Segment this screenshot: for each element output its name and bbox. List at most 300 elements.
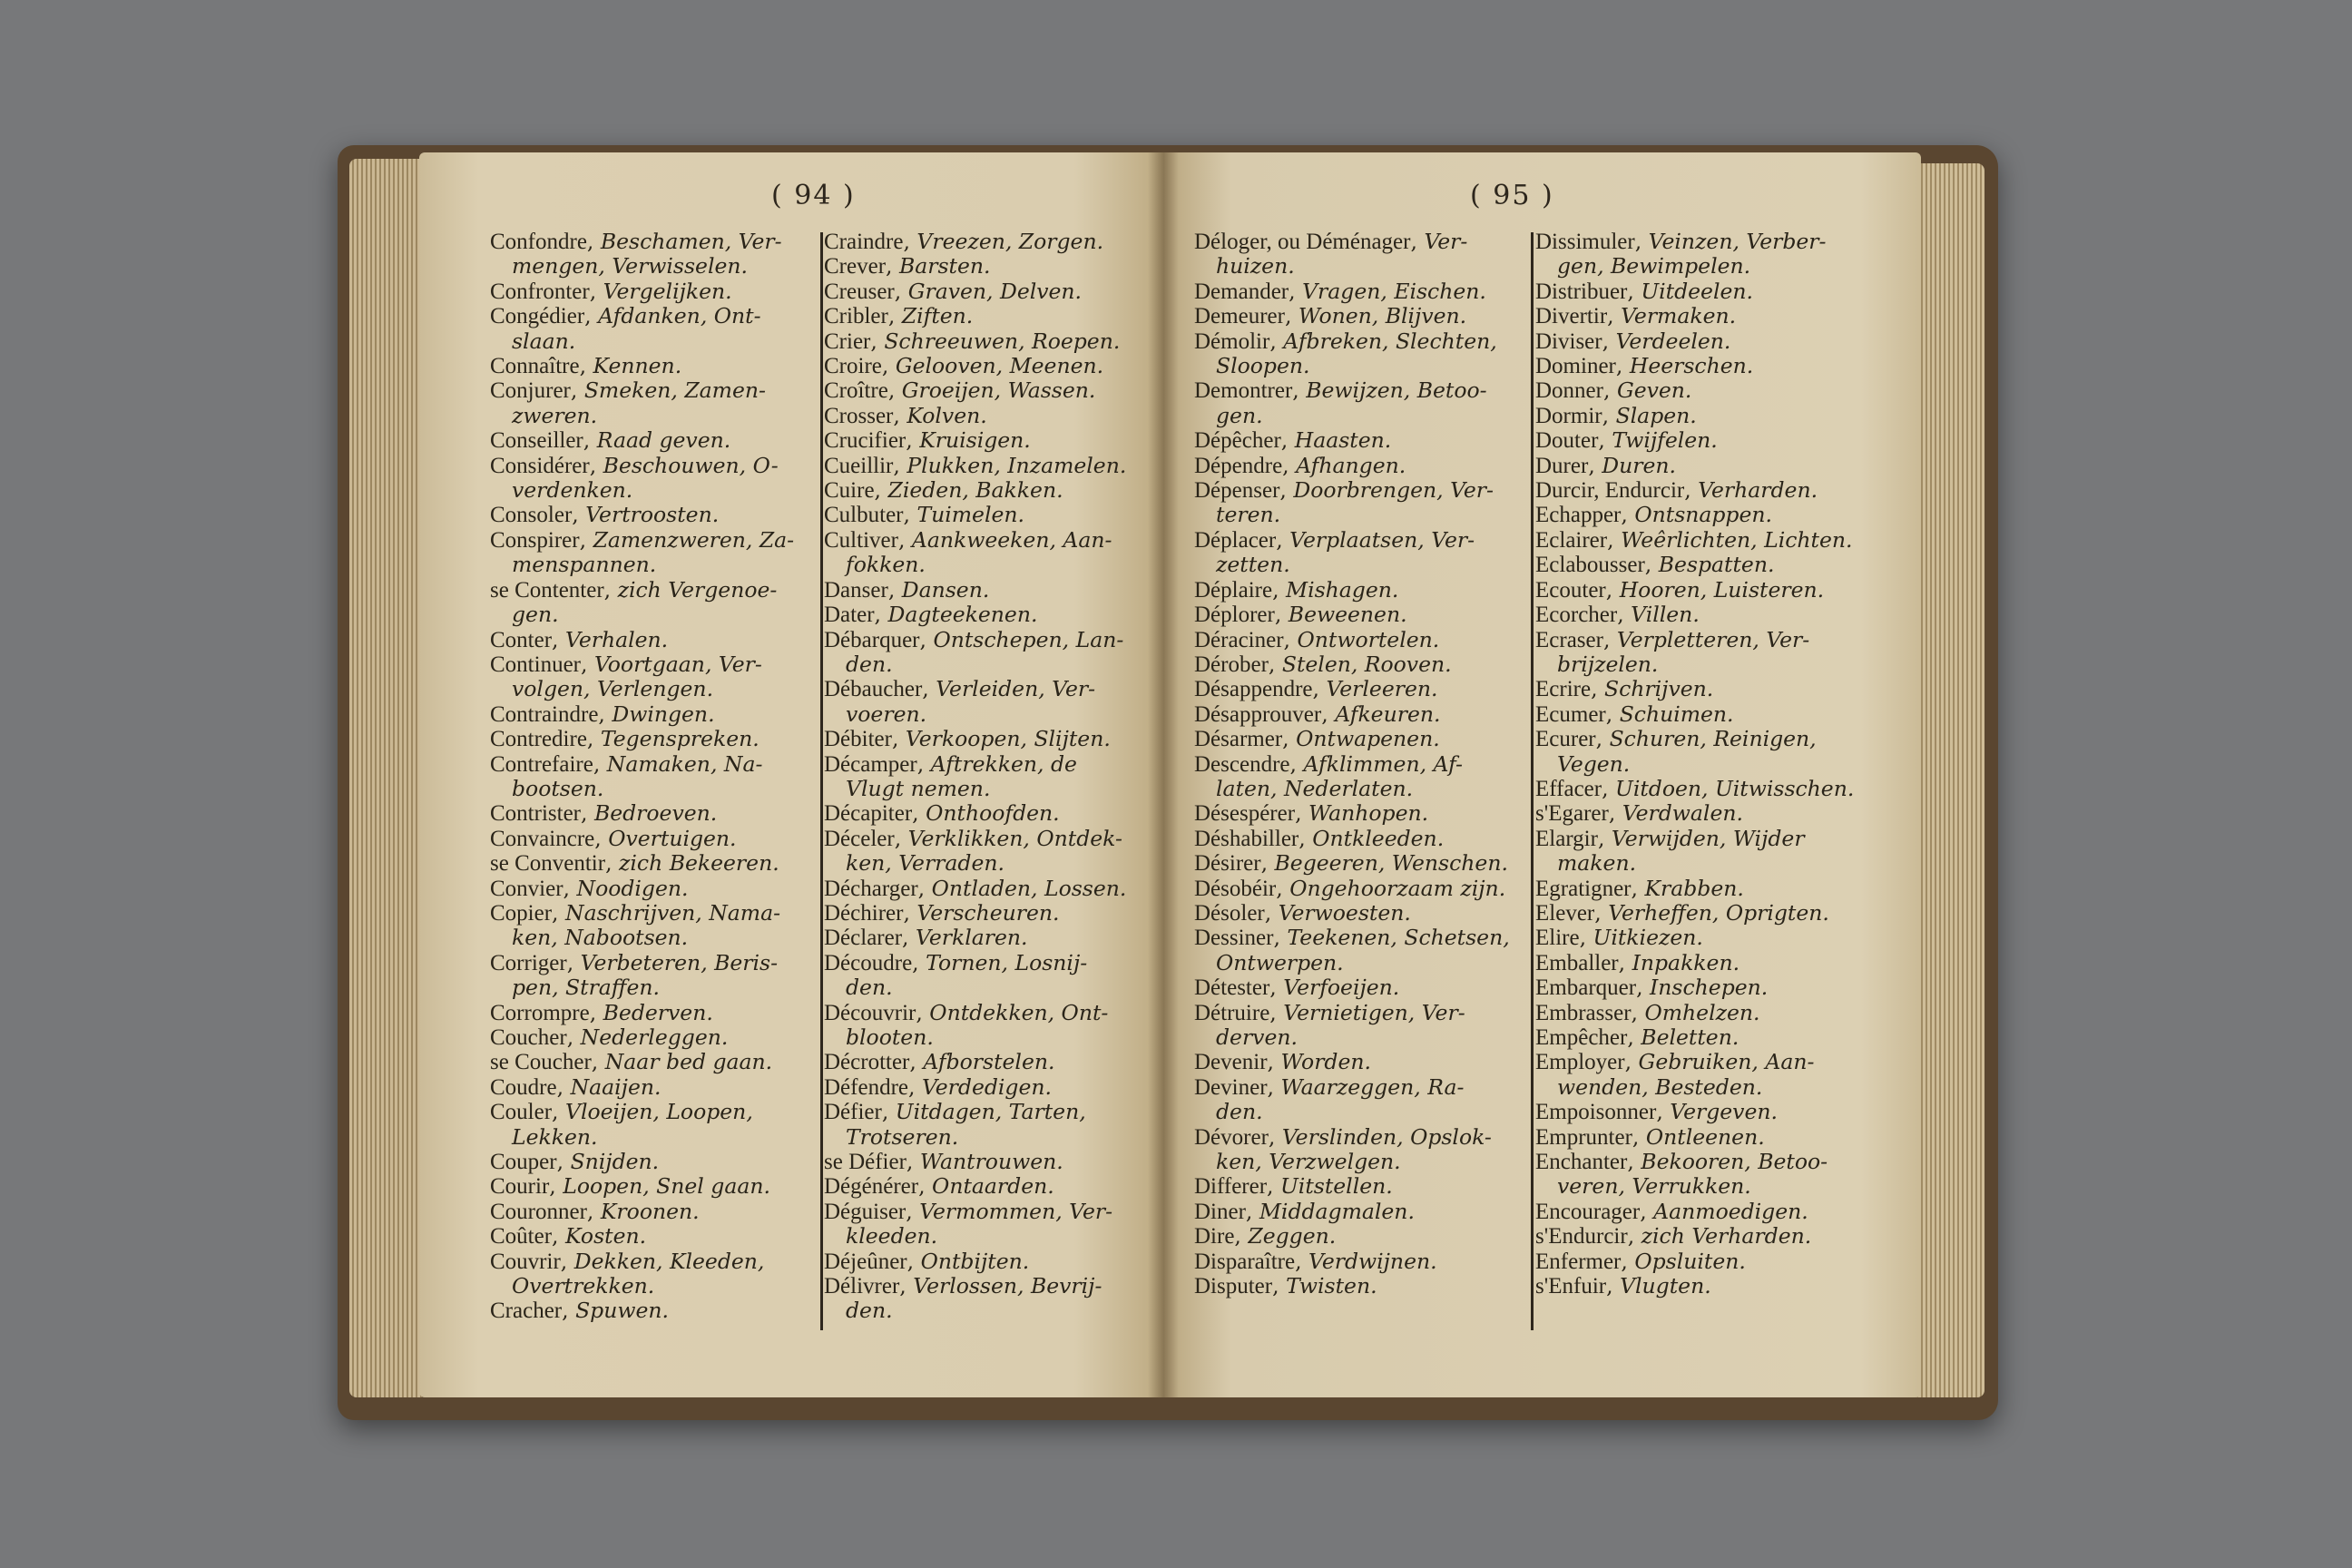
dutch-translation: Afbreken, Slechten,: [1283, 328, 1497, 354]
dictionary-entry: s'Egarer, Verdwalen.: [1535, 800, 1743, 827]
dutch-translation: Beweenen.: [1288, 602, 1407, 628]
dictionary-entry: Ecouter, Hooren, Luisteren.: [1535, 576, 1825, 603]
french-headword: Crier: [824, 328, 871, 354]
dutch-translation: den.: [846, 1298, 893, 1324]
french-headword: Désappendre: [1194, 677, 1313, 702]
dutch-translation: Aftrekken, de: [930, 750, 1077, 777]
dutch-translation: verdenken.: [512, 477, 633, 504]
french-headword: Croître: [824, 378, 888, 404]
dictionary-entry: [1535, 254, 1854, 279]
french-headword: Elargir: [1535, 826, 1598, 851]
column-divider-right: [1531, 232, 1534, 1330]
dutch-translation: Tegenspreken.: [600, 726, 760, 752]
french-headword: Couronner: [490, 1199, 587, 1224]
dutch-translation: Verwoesten.: [1278, 899, 1411, 926]
dutch-translation: Ontwapenen.: [1296, 726, 1440, 752]
dictionary-entry: Elargir, Verwijden, Wijder: [1535, 825, 1805, 851]
dutch-translation: Spuwen.: [575, 1298, 669, 1324]
french-headword: Coudre: [490, 1074, 557, 1100]
french-headword: Copier: [490, 900, 553, 926]
french-headword: Empêcher: [1535, 1025, 1628, 1050]
french-headword: Couvrir: [490, 1249, 561, 1274]
dictionary-entry: [1194, 1150, 1510, 1174]
dutch-translation: Bekooren, Betoo-: [1641, 1149, 1828, 1175]
dutch-translation: Afhangen.: [1296, 452, 1406, 478]
dictionary-entry: [490, 404, 794, 428]
dictionary-entry: se Défier, Wantrouwen.: [824, 1149, 1063, 1175]
french-headword: Cultiver: [824, 527, 898, 553]
dictionary-entry: Congédier, Afdanken, Ont-: [490, 303, 761, 329]
dictionary-entry: [824, 1224, 1126, 1249]
dictionary-entry: se Coucher, Naar bed gaan.: [490, 1049, 773, 1075]
dutch-translation: Twisten.: [1286, 1273, 1377, 1299]
dictionary-entry: Déplacer, Verplaatsen, Ver-: [1194, 526, 1475, 553]
french-headword: Dessiner: [1194, 926, 1274, 951]
dutch-translation: zetten.: [1216, 552, 1290, 578]
dutch-translation: Afklimmen, Af-: [1303, 750, 1463, 777]
french-headword: Ecouter: [1535, 577, 1606, 603]
dutch-translation: Loopen, Snel gaan.: [563, 1173, 770, 1200]
french-headword: Dépêcher: [1194, 428, 1281, 454]
dutch-translation: mengen, Verwisselen.: [512, 253, 748, 279]
dictionary-entry: Diviser, Verdeelen.: [1535, 328, 1731, 354]
dutch-translation: Nederleggen.: [580, 1024, 729, 1050]
french-headword: Désirer: [1194, 851, 1261, 877]
dutch-translation: Hooren, Luisteren.: [1619, 576, 1825, 603]
dutch-translation: Dansen.: [901, 576, 990, 603]
dutch-translation: Vernietigen, Ver-: [1283, 999, 1465, 1025]
french-headword: Enfermer: [1535, 1249, 1622, 1274]
dictionary-entry: Crier, Schreeuwen, Roepen.: [824, 328, 1121, 354]
french-headword: Convaincre: [490, 826, 595, 851]
french-headword: Déchirer: [824, 900, 904, 926]
dictionary-entry: Embrasser, Omhelzen.: [1535, 999, 1760, 1025]
dictionary-entry: [824, 777, 1126, 801]
french-headword: se Coucher: [490, 1050, 592, 1075]
french-headword: s'Enfuir: [1535, 1274, 1607, 1299]
dutch-translation: den.: [846, 651, 893, 677]
french-headword: Dire: [1194, 1224, 1235, 1250]
dutch-translation: maken.: [1557, 850, 1637, 877]
dutch-translation: derven.: [1216, 1024, 1298, 1050]
dutch-translation: Overtuigen.: [608, 825, 737, 851]
dictionary-entry: Cribler, Ziften.: [824, 303, 974, 329]
dictionary-entry: Déguiser, Vermommen, Ver-: [824, 1198, 1113, 1224]
french-headword: s'Endurcir: [1535, 1224, 1628, 1250]
dutch-translation: Twijfelen.: [1612, 427, 1718, 454]
dutch-translation: Naaijen.: [570, 1073, 662, 1100]
dutch-translation: Ontladen, Lossen.: [931, 875, 1127, 901]
page-number-left: ( 94 ): [771, 180, 856, 211]
dictionary-entry: [1535, 652, 1854, 677]
dutch-translation: ken, Verraden.: [846, 850, 1004, 877]
french-headword: Déloger, ou Déménager: [1194, 230, 1411, 254]
french-headword: se Conventir: [490, 851, 606, 877]
dictionary-entry: Désespérer, Wanhopen.: [1194, 800, 1429, 827]
french-headword: Craindre: [824, 230, 904, 254]
dictionary-entry: s'Endurcir, zich Verharden.: [1535, 1223, 1812, 1250]
french-headword: Dormir: [1535, 403, 1602, 428]
dictionary-entry: Déceler, Verklikken, Ontdek-: [824, 825, 1122, 851]
dictionary-entry: Défier, Uitdagen, Tarten,: [824, 1099, 1086, 1125]
dictionary-entry: Courir, Loopen, Snel gaan.: [490, 1173, 770, 1200]
dictionary-entry: [490, 254, 794, 279]
dictionary-entry: Désapprouver, Afkeuren.: [1194, 701, 1441, 727]
dutch-translation: Verleiden, Ver-: [936, 676, 1096, 702]
dutch-translation: Ontdekken, Ont-: [929, 999, 1109, 1025]
french-headword: Corrompre: [490, 1000, 590, 1025]
dutch-translation: Schuimen.: [1619, 701, 1734, 727]
french-headword: Egratigner: [1535, 876, 1632, 901]
french-headword: Conspirer: [490, 527, 580, 553]
dictionary-entry: Enchanter, Bekooren, Betoo-: [1535, 1149, 1828, 1175]
dutch-translation: Verkoopen, Slijten.: [905, 726, 1111, 752]
french-headword: Coucher: [490, 1025, 567, 1050]
dutch-translation: Uitdeelen.: [1641, 278, 1753, 304]
dictionary-entry: [1194, 1025, 1510, 1050]
french-headword: Ecrire: [1535, 677, 1592, 702]
dutch-translation: Bedroeven.: [593, 800, 718, 827]
dutch-translation: fokken.: [846, 552, 926, 578]
dictionary-entry: Détruire, Vernietigen, Ver-: [1194, 999, 1465, 1025]
dictionary-entry: [1535, 752, 1854, 777]
dutch-translation: zich Bekeeren.: [619, 850, 779, 877]
dictionary-entry: Ecraser, Verpletteren, Ver-: [1535, 626, 1810, 652]
french-headword: Ecraser: [1535, 627, 1603, 652]
dictionary-entry: Dissimuler, Veinzen, Verber-: [1535, 229, 1827, 254]
dutch-translation: Gebruiken, Aan-: [1638, 1049, 1815, 1075]
dictionary-entry: [490, 926, 794, 950]
dictionary-entry: Considérer, Beschouwen, O-: [490, 452, 779, 478]
dictionary-entry: Disputer, Twisten.: [1194, 1273, 1377, 1299]
french-headword: Déshabiller: [1194, 826, 1299, 851]
french-headword: Convier: [490, 876, 564, 901]
french-headword: Déplaire: [1194, 577, 1273, 603]
dictionary-entry: Déplaire, Mishagen.: [1194, 576, 1399, 603]
dictionary-entry: [1194, 404, 1510, 428]
french-headword: Découvrir: [824, 1000, 916, 1025]
french-headword: Désarmer: [1194, 727, 1283, 752]
dictionary-entry: Dégénérer, Ontaarden.: [824, 1173, 1054, 1200]
dutch-translation: Ontwerpen.: [1216, 949, 1344, 975]
dutch-translation: Schreeuwen, Roepen.: [884, 328, 1121, 354]
dictionary-entry: Encourager, Aanmoedigen.: [1535, 1198, 1808, 1224]
french-headword: se Contenter: [490, 577, 604, 603]
french-headword: Dominer: [1535, 354, 1616, 379]
french-headword: Enchanter: [1535, 1150, 1628, 1175]
french-headword: Eclairer: [1535, 527, 1608, 553]
dictionary-entry: Ecumer, Schuimen.: [1535, 701, 1734, 727]
french-headword: Couper: [490, 1150, 557, 1175]
dutch-translation: menspannen.: [512, 552, 657, 578]
dutch-translation: Wantrouwen.: [919, 1149, 1063, 1175]
dutch-translation: Verdwijnen.: [1308, 1248, 1437, 1274]
dictionary-entry: Emballer, Inpakken.: [1535, 949, 1740, 975]
dictionary-entry: [824, 652, 1126, 677]
dictionary-entry: Conspirer, Zamenzweren, Za-: [490, 526, 795, 553]
dutch-translation: Overtrekken.: [512, 1273, 655, 1299]
dutch-translation: ken, Nabootsen.: [512, 925, 689, 951]
dictionary-entry: Employer, Gebruiken, Aan-: [1535, 1049, 1815, 1075]
dictionary-entry: Eclairer, Weêrlichten, Lichten.: [1535, 526, 1853, 553]
dutch-translation: Opsluiten.: [1634, 1248, 1746, 1274]
french-headword: Connaître: [490, 354, 580, 379]
dictionary-entry: Deviner, Waarzeggen, Ra-: [1194, 1073, 1465, 1100]
dictionary-entry: Décrotter, Afborstelen.: [824, 1049, 1055, 1075]
dictionary-entry: Dépêcher, Haasten.: [1194, 427, 1392, 454]
dutch-translation: Stelen, Rooven.: [1281, 651, 1452, 677]
dutch-translation: Ongehoorzaam zijn.: [1289, 875, 1506, 901]
dictionary-entry: Convaincre, Overtuigen.: [490, 825, 737, 851]
dictionary-entry: Donner, Geven.: [1535, 377, 1692, 404]
dutch-translation: Ontaarden.: [932, 1173, 1054, 1200]
french-headword: Dévorer: [1194, 1124, 1269, 1150]
dictionary-entry: se Contenter, zich Vergenoe-: [490, 576, 778, 603]
dutch-translation: Haasten.: [1294, 427, 1392, 454]
french-headword: Croire: [824, 354, 882, 379]
dutch-translation: Wanhopen.: [1308, 800, 1429, 827]
dutch-translation: Beschouwen, O-: [603, 452, 779, 478]
french-headword: Confronter: [490, 279, 590, 304]
dictionary-entry: Echapper, Ontsnappen.: [1535, 502, 1772, 528]
left-page-edges: [349, 159, 422, 1397]
dictionary-entry: Dessiner, Teekenen, Schetsen,: [1194, 925, 1510, 951]
dutch-translation: Verdedigen.: [921, 1073, 1052, 1100]
dutch-translation: Ziften.: [901, 303, 974, 329]
dictionary-entry: Cueillir, Plukken, Inzamelen.: [824, 452, 1127, 478]
dictionary-entry: Contrister, Bedroeven.: [490, 800, 718, 827]
french-headword: Crosser: [824, 403, 894, 428]
dictionary-entry: Déclarer, Verklaren.: [824, 925, 1028, 951]
french-headword: Creuser: [824, 279, 895, 304]
dictionary-entry: Découvrir, Ontdekken, Ont-: [824, 999, 1109, 1025]
dutch-translation: Lekken.: [512, 1123, 598, 1150]
dutch-translation: Verbeteren, Beris-: [580, 949, 779, 975]
dictionary-entry: Confronter, Vergelijken.: [490, 278, 732, 304]
dutch-translation: kleeden.: [846, 1223, 938, 1250]
dutch-translation: Smeken, Zamen-: [583, 377, 766, 404]
french-headword: Détester: [1194, 975, 1270, 1001]
french-headword: Demontrer: [1194, 378, 1293, 404]
dictionary-entry: Distribuer, Uitdeelen.: [1535, 278, 1753, 304]
left-page: [419, 152, 1163, 1397]
dutch-translation: Verlossen, Bevrij-: [913, 1273, 1102, 1299]
dictionary-entry: [1194, 254, 1510, 279]
dutch-translation: Waarzeggen, Ra-: [1280, 1073, 1465, 1100]
french-headword: Dater: [824, 603, 875, 628]
dictionary-entry: Conseiller, Raad geven.: [490, 427, 731, 454]
french-headword: Ecumer: [1535, 701, 1606, 727]
dutch-translation: Vermaken.: [1621, 303, 1737, 329]
french-headword: Désoler: [1194, 900, 1265, 926]
dictionary-entry: Creuser, Graven, Delven.: [824, 278, 1083, 304]
dutch-translation: Bewijzen, Betoo-: [1306, 377, 1487, 404]
french-headword: Ecurer: [1535, 727, 1596, 752]
dutch-translation: Ontkleeden.: [1312, 825, 1445, 851]
right-page: [1163, 152, 1921, 1397]
dictionary-entry: Décamper, Aftrekken, de: [824, 750, 1077, 777]
french-headword: Contredire: [490, 727, 587, 752]
dictionary-entry: Durcir, Endurcir, Verharden.: [1535, 477, 1818, 504]
french-headword: Cribler: [824, 304, 888, 329]
french-headword: Disputer: [1194, 1274, 1273, 1299]
dictionary-entry: [824, 1025, 1126, 1050]
dutch-translation: Verharden.: [1698, 477, 1818, 504]
dutch-translation: Schrijven.: [1604, 676, 1714, 702]
dictionary-entry: Connaître, Kennen.: [490, 353, 682, 379]
dictionary-entry: Cuire, Zieden, Bakken.: [824, 477, 1063, 504]
dutch-translation: Teekenen, Schetsen,: [1287, 925, 1510, 951]
dutch-translation: Schuren, Reinigen,: [1609, 726, 1817, 752]
french-headword: Déplacer: [1194, 527, 1277, 553]
french-headword: Diner: [1194, 1199, 1246, 1224]
dutch-translation: Graven, Delven.: [907, 278, 1083, 304]
dictionary-entry: Débarquer, Ontschepen, Lan-: [824, 626, 1124, 652]
dictionary-entry: [1194, 777, 1510, 801]
dictionary-entry: Enfermer, Opsluiten.: [1535, 1248, 1746, 1274]
french-headword: Cuire: [824, 478, 875, 504]
dutch-translation: Vergelijken.: [603, 278, 732, 304]
dictionary-entry: Couler, Vloeijen, Loopen,: [490, 1099, 753, 1125]
french-headword: Débaucher: [824, 677, 923, 702]
french-headword: Durer: [1535, 453, 1589, 478]
dutch-translation: bootsen.: [512, 775, 604, 801]
dutch-translation: Dagteekenen.: [887, 602, 1038, 628]
french-headword: Courir: [490, 1174, 550, 1200]
dutch-translation: Gelooven, Meenen.: [895, 353, 1104, 379]
dictionary-entry: [490, 329, 794, 354]
french-headword: se Défier: [824, 1150, 906, 1175]
dutch-translation: Begeeren, Wenschen.: [1274, 850, 1508, 877]
dictionary-entry: Crever, Barsten.: [824, 253, 991, 279]
dictionary-entry: Crosser, Kolven.: [824, 402, 987, 428]
dutch-translation: teren.: [1216, 502, 1281, 528]
dutch-translation: Vegen.: [1557, 750, 1631, 777]
dutch-translation: Beschamen, Ver-: [600, 229, 782, 254]
dictionary-entry: Elire, Uitkiezen.: [1535, 925, 1703, 951]
dictionary-entry: Débaucher, Verleiden, Ver-: [824, 676, 1096, 702]
dictionary-entry: Divertir, Vermaken.: [1535, 303, 1737, 329]
dictionary-entry: Cultiver, Aankweeken, Aan-: [824, 526, 1112, 553]
dictionary-entry: Cracher, Spuwen.: [490, 1298, 669, 1324]
dictionary-entry: Coûter, Kosten.: [490, 1223, 647, 1250]
dictionary-entry: Craindre, Vreezen, Zorgen.: [824, 229, 1104, 254]
french-headword: Considérer: [490, 453, 590, 478]
dictionary-entry: [490, 1125, 794, 1150]
french-headword: Dégénérer: [824, 1174, 919, 1200]
dictionary-entry: Egratigner, Krabben.: [1535, 875, 1744, 901]
dictionary-entry: Dépendre, Afhangen.: [1194, 452, 1406, 478]
french-headword: Déraciner: [1194, 627, 1284, 652]
french-headword: Deviner: [1194, 1074, 1268, 1100]
dutch-translation: Ontleenen.: [1645, 1123, 1765, 1150]
french-headword: Danser: [824, 577, 888, 603]
dictionary-entry: Descendre, Afklimmen, Af-: [1194, 750, 1463, 777]
french-headword: Déjeûner: [824, 1249, 907, 1274]
french-headword: Divertir: [1535, 304, 1608, 329]
dictionary-entry: Découdre, Tornen, Losnij-: [824, 949, 1088, 975]
dutch-translation: Ontbijten.: [920, 1248, 1030, 1274]
dictionary-entry: [490, 1274, 794, 1298]
dutch-translation: Zamenzweren, Za-: [593, 526, 795, 553]
dictionary-entry: Débiter, Verkoopen, Slijten.: [824, 726, 1111, 752]
dictionary-entry: [1194, 951, 1510, 975]
column-divider-left: [820, 232, 823, 1330]
dutch-translation: Verleeren.: [1326, 676, 1438, 702]
dutch-translation: Uitstellen.: [1280, 1173, 1393, 1200]
dutch-translation: Slapen.: [1615, 402, 1697, 428]
french-headword: Contrister: [490, 801, 581, 827]
dutch-translation: Duren.: [1602, 452, 1676, 478]
dutch-translation: Naar bed gaan.: [604, 1049, 773, 1075]
dutch-translation: Noodigen.: [576, 875, 689, 901]
dictionary-entry: Crucifier, Kruisigen.: [824, 427, 1031, 454]
french-headword: Elever: [1535, 900, 1595, 926]
dictionary-entry: Désobéir, Ongehoorzaam zijn.: [1194, 875, 1506, 901]
french-headword: Effacer: [1535, 776, 1602, 801]
dictionary-entry: Décharger, Ontladen, Lossen.: [824, 875, 1127, 901]
dutch-translation: Weêrlichten, Lichten.: [1621, 526, 1853, 553]
dictionary-entry: Détester, Verfoeijen.: [1194, 975, 1400, 1001]
dictionary-entry: [1194, 354, 1510, 378]
dutch-translation: Doorbrengen, Ver-: [1293, 477, 1494, 504]
dictionary-entry: Convier, Noodigen.: [490, 875, 689, 901]
french-headword: Continuer: [490, 652, 581, 677]
dutch-translation: gen.: [512, 602, 559, 628]
french-headword: s'Egarer: [1535, 801, 1609, 827]
french-headword: Emprunter: [1535, 1124, 1632, 1150]
dictionary-entry: Désappendre, Verleeren.: [1194, 676, 1438, 702]
dutch-translation: Omhelzen.: [1644, 999, 1760, 1025]
dutch-translation: Ontsnappen.: [1634, 502, 1772, 528]
dutch-translation: Vlugten.: [1620, 1273, 1711, 1299]
french-headword: Consoler: [490, 503, 573, 528]
dictionary-entry: Differer, Uitstellen.: [1194, 1173, 1393, 1200]
dictionary-entry: Conter, Verhalen.: [490, 626, 669, 652]
dutch-translation: Vlugt nemen.: [846, 775, 991, 801]
french-headword: Désobéir: [1194, 876, 1277, 901]
dictionary-entry: [824, 553, 1126, 577]
french-headword: Dissimuler: [1535, 230, 1635, 254]
french-headword: Déclarer: [824, 926, 903, 951]
dutch-translation: Uitkiezen.: [1592, 925, 1703, 951]
french-headword: Coûter: [490, 1224, 553, 1250]
french-headword: Corriger: [490, 950, 567, 975]
dictionary-entry: Désarmer, Ontwapenen.: [1194, 726, 1440, 752]
dictionary-entry: [1194, 553, 1510, 577]
dutch-translation: huizen.: [1216, 253, 1295, 279]
dictionary-entry: Confondre, Beschamen, Ver-: [490, 229, 782, 254]
right-page-edges: [1916, 163, 1984, 1397]
french-headword: Dérober: [1194, 652, 1269, 677]
french-headword: Décharger: [824, 876, 918, 901]
dutch-translation: Snijden.: [570, 1149, 660, 1175]
dutch-translation: zich Verharden.: [1641, 1223, 1812, 1250]
dictionary-entry: Contredire, Tegenspreken.: [490, 726, 760, 752]
dutch-translation: laten, Nederlaten.: [1216, 775, 1414, 801]
dictionary-entry: Désirer, Begeeren, Wenschen.: [1194, 850, 1508, 877]
french-headword: Douter: [1535, 428, 1599, 454]
right-column-1: [1194, 230, 1510, 1298]
dictionary-entry: Coudre, Naaijen.: [490, 1073, 662, 1100]
dictionary-entry: Déchirer, Verscheuren.: [824, 899, 1060, 926]
dictionary-entry: Dépenser, Doorbrengen, Ver-: [1194, 477, 1494, 504]
dictionary-entry: Danser, Dansen.: [824, 576, 990, 603]
dutch-translation: Verscheuren.: [916, 899, 1060, 926]
dutch-translation: Mishagen.: [1286, 576, 1399, 603]
french-headword: Couler: [490, 1100, 553, 1125]
french-headword: Défendre: [824, 1074, 908, 1100]
